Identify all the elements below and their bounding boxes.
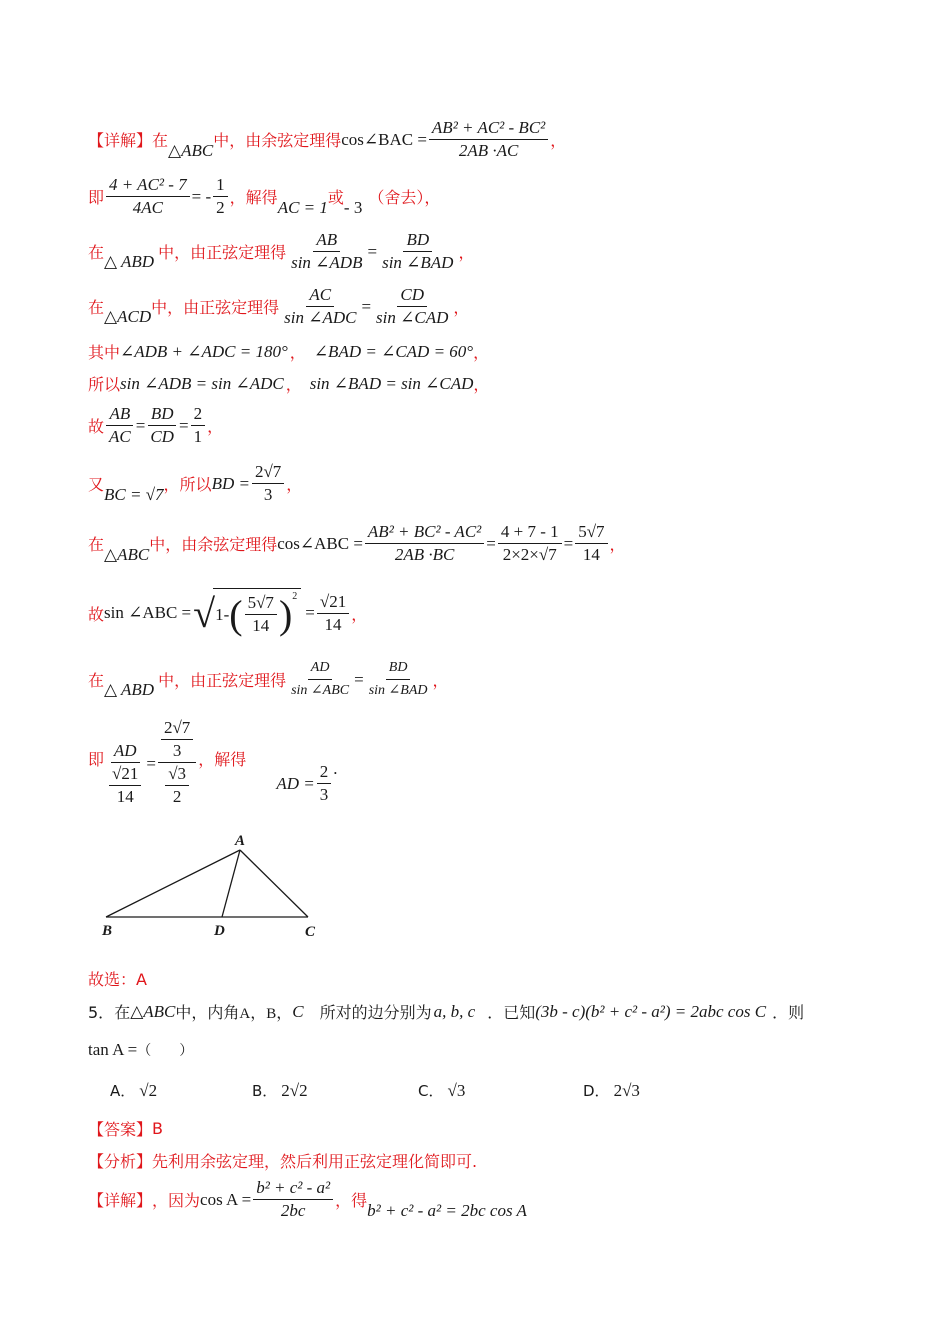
detail-tag: 【详解】 bbox=[88, 1191, 153, 1210]
triangle-figure bbox=[90, 825, 330, 945]
triangle: △ACD bbox=[104, 306, 152, 326]
option-label: C． bbox=[418, 1082, 444, 1100]
option-value: 2√3 bbox=[613, 1080, 640, 1100]
math: tan A = bbox=[88, 1040, 138, 1059]
line-6 bbox=[88, 372, 489, 395]
text: ，所以 bbox=[163, 475, 212, 494]
fraction bbox=[147, 404, 177, 447]
radical-sign: √ bbox=[193, 590, 216, 636]
line-4: 在 △ACD 中，由正弦定理得 $\frac{AC}{\text{sin ∠ADC}}$ = $\frac{CD}{\text{sin ∠CAD}}$ ， bbox=[88, 285, 470, 327]
punct: ， bbox=[285, 375, 302, 394]
numerator: 5√7 bbox=[245, 593, 277, 615]
numerator: 4 + AC² - 7 bbox=[106, 175, 190, 197]
math: b² + c² - a² = 2bc cos A bbox=[367, 1200, 527, 1220]
denominator: 2×2×√7 bbox=[502, 545, 557, 564]
text: 即 bbox=[88, 750, 105, 769]
punct: ， bbox=[289, 343, 306, 362]
text: 中，由正弦定理得 bbox=[151, 298, 280, 317]
text: 中，由正弦定理得 bbox=[158, 243, 287, 262]
denominator: CD bbox=[150, 427, 174, 446]
fraction bbox=[317, 762, 332, 805]
text: ，得 bbox=[335, 1191, 368, 1210]
numerator: AB bbox=[106, 404, 133, 426]
fraction bbox=[281, 285, 359, 328]
text: 中，由正弦定理得 bbox=[158, 671, 287, 690]
denominator: sin ∠CAD bbox=[376, 308, 449, 327]
line-2 bbox=[88, 175, 440, 218]
numerator: 5√7 bbox=[575, 522, 607, 544]
math: AD = bbox=[276, 773, 315, 793]
text: 所对的边分别为 bbox=[319, 1003, 432, 1022]
punct: ， bbox=[550, 131, 567, 150]
line-3: 在 △ ABD 中，由正弦定理得 $\frac{AB}{\text{sin ∠ADB}}$ = $\frac{BD}{\text{sin ∠BAD}}$ ， bbox=[88, 230, 475, 272]
answer-line bbox=[88, 1117, 163, 1140]
denominator: 2bc bbox=[280, 1201, 306, 1220]
line-11: 在 △ ABD 中，由正弦定理得 $\frac{AD}{\text{sin ∠ABC}}$ = $\frac{BD}{\text{sin ∠BAD}}$ ， bbox=[88, 658, 449, 701]
side-ab bbox=[106, 850, 240, 917]
math: - 3 bbox=[343, 197, 363, 217]
text: 在 bbox=[88, 671, 105, 690]
math: sin ∠ABC = bbox=[104, 603, 192, 622]
side-ac bbox=[240, 850, 308, 917]
math: B bbox=[266, 1006, 277, 1022]
punct: ， bbox=[473, 343, 490, 362]
analysis-text: 先利用余弦定理，然后利用正弦定理化简即可. bbox=[152, 1152, 478, 1171]
punct: ， bbox=[276, 1003, 293, 1022]
numerator: AB bbox=[313, 230, 340, 252]
fraction bbox=[373, 285, 451, 328]
punct: ， bbox=[453, 298, 470, 317]
nested-fraction bbox=[106, 763, 144, 807]
math: a, b, c bbox=[433, 1001, 476, 1021]
fraction bbox=[288, 658, 352, 701]
punct: ， bbox=[473, 375, 490, 394]
question-5-line-2 bbox=[88, 1040, 193, 1060]
fraction bbox=[245, 593, 277, 636]
denominator: 14 bbox=[582, 545, 600, 564]
denominator: sin ∠ABC bbox=[291, 683, 350, 698]
denominator: sin ∠ADC bbox=[284, 308, 357, 327]
detail-line bbox=[88, 1178, 527, 1221]
fraction bbox=[252, 462, 284, 505]
text: ．已知 bbox=[487, 1003, 536, 1022]
math: cos∠BAC = bbox=[341, 129, 427, 149]
choose-line: 故选：A bbox=[88, 970, 147, 989]
line-5 bbox=[88, 340, 489, 363]
numerator: √21 bbox=[317, 592, 349, 614]
math: cos∠ABC = bbox=[277, 533, 363, 553]
numerator: 2 bbox=[191, 404, 206, 426]
exponent: 2 bbox=[292, 591, 298, 602]
label-d: D bbox=[214, 923, 225, 939]
answer-blank: （ ） bbox=[137, 1043, 194, 1059]
fraction bbox=[106, 741, 144, 807]
fraction bbox=[213, 175, 228, 218]
option-label: D． bbox=[583, 1082, 610, 1100]
line-9: 在 △ABC 中，由余弦定理得 cos∠ABC = $\frac{\text{AB² + BC² - AC²}}{2AB \cdot BC}$ = $\frac{4 + 7 - 1}{2\times 2\times√7}$ = $\frac{5√7}{14}$ ， bbox=[88, 522, 626, 564]
analysis-line bbox=[88, 1149, 477, 1172]
math: sin ∠ADB = sin ∠ADC bbox=[120, 373, 284, 393]
analysis-tag: 【分析】 bbox=[88, 1152, 153, 1171]
text: 中，由余弦定理得 bbox=[149, 535, 278, 554]
text: 在 bbox=[88, 243, 105, 262]
label-b: B bbox=[102, 923, 113, 939]
segment-ad bbox=[222, 850, 240, 917]
option-value: √3 bbox=[447, 1080, 466, 1100]
text: ．则 bbox=[772, 1003, 805, 1022]
numerator: 4 + 7 - 1 bbox=[498, 522, 562, 544]
line-7: 故 $\frac{AB}{AC}$ = $\frac{BD}{CD}$ = $\frac{2}{1}$ ， bbox=[88, 404, 224, 446]
text: 即 bbox=[88, 188, 105, 207]
fraction bbox=[498, 522, 562, 565]
triangle: △ABC bbox=[104, 544, 150, 564]
triangle: △ABC bbox=[130, 1001, 176, 1021]
text: 所以 bbox=[88, 375, 121, 394]
line-8 bbox=[88, 462, 302, 505]
denominator: 3 bbox=[319, 785, 329, 804]
option-d[interactable] bbox=[583, 1080, 640, 1101]
numerator: b² + c² - a² bbox=[253, 1178, 333, 1200]
radicand bbox=[213, 588, 301, 638]
text: 又 bbox=[88, 475, 105, 494]
line-12: 即 $\frac{AD}{\frac{√21}{14}}$ = $\frac{\frac{2√7}{3}}{\frac{√3}{2}}$ ，解得 AD = $\frac{2}{3}$ . bbox=[88, 718, 338, 806]
math: ∠ADB + ∠ADC = 180° bbox=[120, 341, 288, 361]
fraction bbox=[253, 1178, 333, 1221]
text: 在 bbox=[88, 298, 105, 317]
math: BD = bbox=[211, 473, 250, 493]
fraction bbox=[317, 592, 349, 635]
math: C bbox=[292, 1001, 304, 1021]
fraction bbox=[288, 230, 365, 273]
label-c: C bbox=[305, 924, 316, 940]
numerator: AB² + BC² - AC² bbox=[365, 522, 484, 544]
denominator: sin ∠BAD bbox=[382, 253, 454, 272]
text: 在 bbox=[88, 535, 105, 554]
right-paren: ) bbox=[278, 592, 293, 637]
denominator: 3 bbox=[263, 485, 273, 504]
triangle-abc: △ABC bbox=[168, 140, 214, 160]
math: cos A = bbox=[200, 1189, 252, 1209]
punct: ， bbox=[207, 417, 224, 436]
math: ∠BAD = ∠CAD = 60° bbox=[313, 341, 474, 361]
punct: ， bbox=[250, 1003, 267, 1022]
fraction bbox=[158, 718, 196, 807]
numerator: CD bbox=[397, 285, 427, 307]
numerator: AD bbox=[111, 741, 140, 763]
math: 1- bbox=[215, 604, 230, 624]
left-paren: ( bbox=[229, 592, 243, 637]
option-a[interactable] bbox=[110, 1080, 157, 1101]
option-b[interactable] bbox=[252, 1080, 308, 1101]
numerator: BD bbox=[403, 230, 432, 252]
numerator: BD bbox=[148, 404, 177, 426]
line-10: 故 sin ∠ABC = √ 1- ( $\frac{5√7}{14}$ ) 2 = $\frac{√21}{14}$ ， bbox=[88, 588, 367, 638]
label-a: A bbox=[235, 833, 246, 849]
punct: ， bbox=[286, 475, 303, 494]
fraction bbox=[379, 230, 456, 273]
fraction bbox=[365, 522, 484, 565]
punct: ， bbox=[432, 671, 449, 690]
denominator: 2 bbox=[216, 198, 225, 217]
denominator: 1 bbox=[193, 427, 203, 446]
math: AC = 1 bbox=[277, 197, 328, 217]
numerator: AB² + AC² - BC² bbox=[429, 118, 548, 140]
fraction bbox=[429, 118, 548, 161]
denominator: 2AB ·AC bbox=[458, 141, 519, 160]
text: ，因为 bbox=[152, 1191, 201, 1210]
denominator: 2 bbox=[172, 787, 182, 806]
option-label: B． bbox=[252, 1082, 278, 1100]
triangle: △ ABD bbox=[104, 679, 155, 699]
math: BC = √7 bbox=[104, 484, 164, 504]
text: 故 bbox=[88, 604, 105, 624]
answer-value: B bbox=[152, 1119, 163, 1138]
text: 中，由余弦定理得 bbox=[213, 131, 342, 150]
denominator: AC bbox=[109, 427, 131, 446]
punct: . bbox=[333, 758, 338, 778]
text: 或 bbox=[327, 188, 344, 207]
numerator: AD bbox=[308, 658, 333, 680]
denominator: 14 bbox=[116, 786, 134, 806]
option-value: √2 bbox=[139, 1080, 158, 1100]
text: 其中 bbox=[88, 343, 121, 362]
denominator: sin ∠ADB bbox=[291, 253, 363, 272]
fraction bbox=[366, 658, 431, 701]
text: ，解得 bbox=[198, 750, 247, 769]
option-value: 2√2 bbox=[281, 1080, 308, 1100]
denominator: 3 bbox=[172, 741, 182, 760]
text: ，解得 bbox=[229, 188, 278, 207]
triangle: △ ABD bbox=[104, 251, 155, 271]
numerator: √21 bbox=[109, 764, 141, 786]
option-c[interactable] bbox=[418, 1080, 465, 1101]
denominator: 14 bbox=[252, 616, 270, 635]
fraction bbox=[106, 175, 190, 218]
numerator: 2√7 bbox=[161, 718, 193, 740]
denominator: 2AB ·BC bbox=[394, 545, 455, 564]
numerator: AC bbox=[306, 285, 334, 307]
text: 故 bbox=[88, 417, 105, 436]
line-1 bbox=[88, 118, 566, 161]
numerator: 2√7 bbox=[252, 462, 284, 484]
text: （舍去）， bbox=[368, 188, 441, 207]
question-5-line-1 bbox=[88, 1000, 804, 1023]
punct: ， bbox=[458, 243, 475, 262]
option-label: A． bbox=[110, 1082, 136, 1100]
question-number: 5． bbox=[88, 1003, 115, 1022]
denominator: sin ∠BAD bbox=[368, 683, 428, 698]
denominator: 14 bbox=[324, 614, 342, 634]
numerator: 2 bbox=[317, 762, 332, 784]
fraction bbox=[191, 404, 206, 447]
fraction bbox=[106, 404, 134, 447]
punct: ， bbox=[609, 535, 626, 554]
nested-fraction bbox=[162, 763, 192, 807]
fraction bbox=[575, 522, 607, 565]
math: A bbox=[239, 1006, 251, 1022]
answer-tag: 【答案】 bbox=[88, 1120, 153, 1139]
math: sin ∠BAD = sin ∠CAD bbox=[309, 373, 474, 393]
text: 在 bbox=[114, 1003, 131, 1022]
nested-fraction bbox=[158, 718, 196, 763]
math: (3b - c)(b² + c² - a²) = 2abc cos C bbox=[535, 1001, 767, 1021]
numerator: √3 bbox=[165, 764, 189, 786]
text: 中，内角 bbox=[175, 1003, 240, 1022]
denominator: 4AC bbox=[132, 198, 163, 217]
detail-tag: 【详解】在 bbox=[88, 131, 169, 150]
math: = - bbox=[191, 186, 212, 206]
numerator: 1 bbox=[213, 175, 228, 197]
punct: ， bbox=[351, 604, 368, 624]
numerator: BD bbox=[386, 658, 411, 680]
